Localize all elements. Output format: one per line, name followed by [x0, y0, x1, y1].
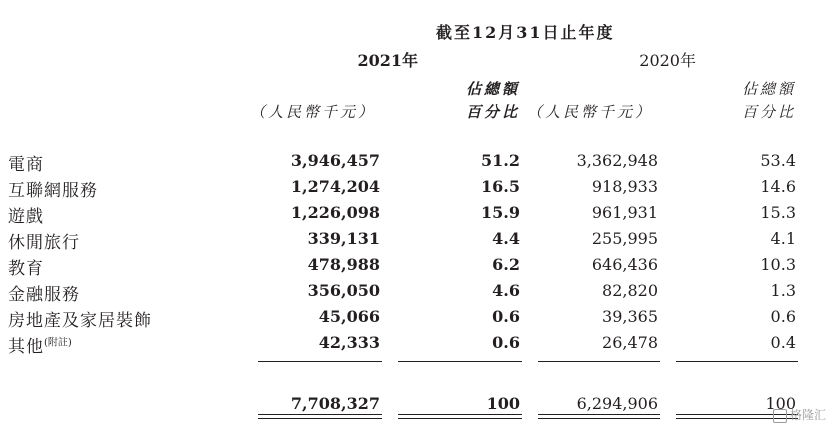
- row-label: 教育: [8, 259, 44, 279]
- pct-2020: 15.3: [760, 203, 796, 222]
- pct-2020: 10.3: [760, 255, 796, 274]
- total-pct-2021: 100: [486, 394, 520, 413]
- pct-2021-line2: 百分比: [465, 103, 520, 121]
- row-label: 休閒旅行: [8, 233, 80, 253]
- pct-2021: 4.6: [492, 281, 520, 300]
- value-2020: 646,436: [591, 255, 658, 274]
- year-2021-header: 2021年: [357, 51, 418, 70]
- watermark-logo-icon: [773, 409, 787, 423]
- pct-2021-line1: 佔總額: [465, 80, 520, 98]
- value-2021: 1,274,204: [290, 177, 380, 196]
- watermark-text: 格隆汇: [789, 408, 826, 422]
- currency-2021-label: （人民幣千元）: [250, 103, 377, 121]
- subtotal-rule-2021-pct: [398, 361, 522, 362]
- row-label: 電商: [8, 155, 44, 175]
- pct-2020: 4.1: [770, 229, 796, 248]
- value-2020: 26,478: [602, 333, 658, 352]
- pct-2020: 0.6: [770, 307, 796, 326]
- pct-2020: 0.4: [770, 333, 796, 352]
- value-2021: 478,988: [307, 255, 380, 274]
- pct-2021: 15.9: [481, 203, 520, 222]
- value-2020: 961,931: [591, 203, 658, 222]
- subtotal-rule-2020-value: [538, 361, 660, 362]
- value-2021: 45,066: [318, 307, 380, 326]
- pct-2021: 6.2: [492, 255, 520, 274]
- pct-2021: 0.6: [492, 307, 520, 326]
- total-2020: 6,294,906: [576, 394, 658, 413]
- total-rule-2021-pct: [398, 414, 522, 419]
- row-label: [8, 332, 72, 357]
- year-2020-header: 2020年: [639, 51, 696, 70]
- currency-2020-label: （人民幣千元）: [527, 103, 654, 121]
- row-label: 遊戲: [8, 207, 44, 227]
- pct-2020-line1: 佔總額: [741, 80, 796, 98]
- value-2020: 39,365: [602, 307, 658, 326]
- row-label-text: 其他: [8, 337, 44, 357]
- total-2021: 7,708,327: [290, 394, 380, 413]
- value-2020: 3,362,948: [576, 151, 658, 170]
- subtotal-rule-2021-value: [258, 361, 382, 362]
- period-header: 截至12月31日止年度: [436, 23, 615, 42]
- value-2021: 42,333: [318, 333, 380, 352]
- row-label: 互聯網服務: [8, 181, 98, 201]
- value-2020: 918,933: [591, 177, 658, 196]
- value-2021: 356,050: [307, 281, 380, 300]
- pct-2021: 16.5: [481, 177, 520, 196]
- total-rule-2020-value: [538, 414, 660, 419]
- footnote-ref: (附註): [44, 337, 72, 349]
- value-2021: 3,946,457: [290, 151, 380, 170]
- row-label: 金融服務: [8, 285, 80, 305]
- value-2020: 255,995: [591, 229, 658, 248]
- pct-2020-line2: 百分比: [741, 103, 796, 121]
- pct-2020: 14.6: [760, 177, 796, 196]
- pct-2020: 53.4: [760, 151, 796, 170]
- pct-2020: 1.3: [770, 281, 796, 300]
- subtotal-rule-2020-pct: [676, 361, 798, 362]
- watermark: [773, 406, 826, 423]
- total-pct-2020: 100: [765, 394, 796, 413]
- row-label: 房地產及家居裝飾: [8, 311, 152, 331]
- value-2021: 1,226,098: [290, 203, 380, 222]
- total-rule-2021-value: [258, 414, 382, 419]
- pct-2021: 4.4: [492, 229, 520, 248]
- value-2021: 339,131: [307, 229, 380, 248]
- value-2020: 82,820: [602, 281, 658, 300]
- pct-2021: 51.2: [481, 151, 520, 170]
- pct-2021: 0.6: [492, 333, 520, 352]
